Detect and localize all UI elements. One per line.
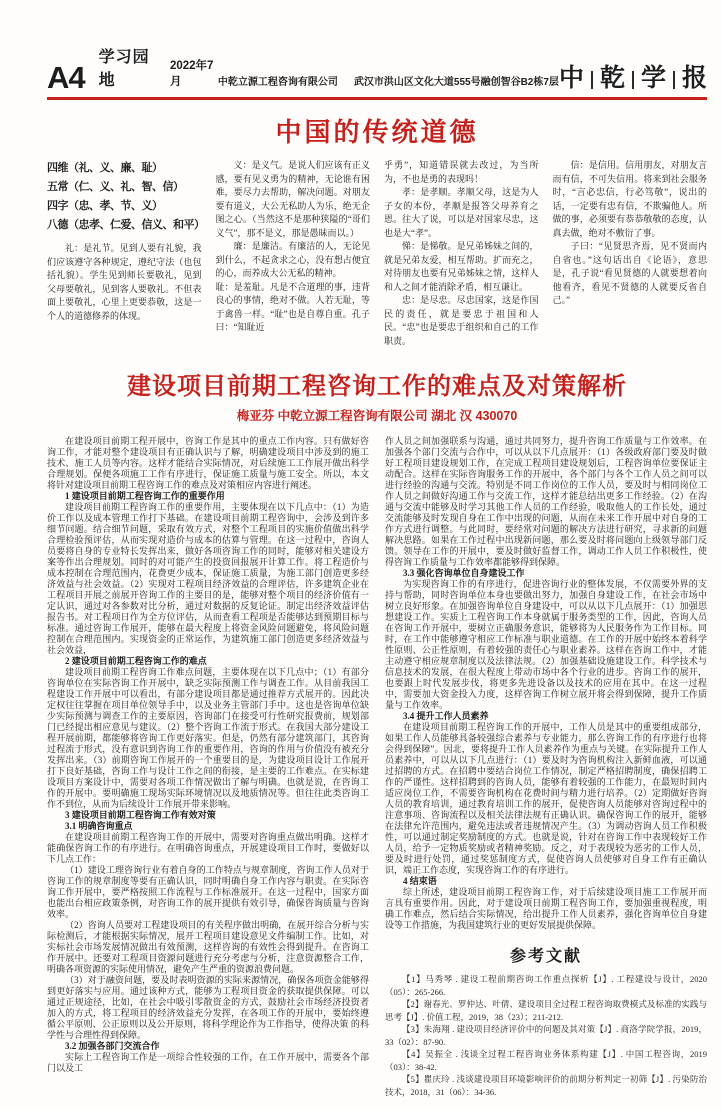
section-heading: 1 建设项目前期工程咨询工作的重要作用 (65, 491, 225, 501)
references-list (385, 973, 707, 1098)
article1-paragraph: 忠：是尽忠。尽忠国家，这是作国民的责任，就是要忠于祖国和人民。“忠”也是要忠于组织和自己的工作职责。 (384, 295, 539, 346)
page-header (47, 0, 707, 96)
body-paragraph: 在建设项目前期工程咨询工作的开展中，工作人员是其中的重要组成部分，如果工作人员能够具备较强综合素养与专业能力，那么咨询工作的有序进行也将会得到保障”。因北，要将提升工作人员素养作为重点与关键。在实际提升工作人员素养中，可以从以下几点进行：（1）要及时为咨询机构注入新鲜血液，可以通过招聘的方式。在招聘中要结合岗位工作情况，制定严格招聘制度，确保招聘工作的严谨性。这样招聘到的咨询人员，能够有着较强的工作能力，在最短时间内适应岗位工作，不需要咨询机构在花费时间与精力进行培养。（2）定期做好咨询人员的教育培训，通过教育培训工作的展开，促使咨询人员能够对咨询过程中的注意事项、咨询流程以及相关法律法规有正确认识。确保咨询工作的展开，能够在法律允许范围内，避免违法或者违规情况产生。（3）为调动咨询人员工作积极性，可以通过制定奖励制度的方式。也就是说，针对在咨询工作中表现较好工作人员，给予一定物质奖励或者精神奖励。反之，对于表现较为恶劣的工作人员，要及时进行处罚，通过奖惩制度方式，促使咨询人员使够对自身工作有正确认识，端正工作态度，实现咨询工作的有序进行。 (385, 722, 707, 875)
section-heading: 3.4 提升工作人员素养 (403, 711, 489, 721)
article1-paragraph: 义：是义气。是说人们应该有正义感，要有见义勇为的精神，无论谁有困难，要尽力去帮助，解决问题。对朋友要有道义，大公无私助人为乐，绝无企图之心。（当然这不是那种狭隘的“哥们义气”，那不是义，那是愚昧而以。） (215, 160, 370, 238)
section-heading: 3.2 加强各部门交流合作 (65, 1041, 160, 1051)
masthead-divider (673, 71, 675, 89)
article2-byline: 梅亚芬 中乾立源工程咨询有限公司 湖北 汉 430070 (236, 409, 518, 423)
body-paragraph: 作人员之间加强联系与沟通，通过共同努力，提升咨询工作质量与工作效率。在加强各个部门交流与合作中，可以从以下几点展开：（1）各级政府部门要及时做好工程项目建设规划工作，在完成工程项目建设规划后，工程咨询单位要保证主动配合。这样在实际咨询服务工作的开展中，各个部门与各个工作人员之间可以进行经验的沟通与交流。特别是不同工作岗位的工作人员，要及时与相同岗位工作人员之间做好沟通工作与交流工作，这样才能总结出更多工作经验。（2）在沟通与交流中能够及时学习其他工作人员的工作经验，吸取他人的工作长处，通过交流能够及时发现自身在工作中出现的问题，从而在未来工作开展中对自身的工作方式进行调整。与此同时，要经常对问题的解决方法进行研究，寻求新的问题解决思路。如果在工作过程中出现新问题，那么要及时将问题向上级领导部门反馈。领导在工作的开展中，要及时做好监督工作，调动工作人员工作积极性，使得咨询工作质量与工作效率都能够得到保障。 (385, 436, 707, 567)
body-paragraph: 实际上工程咨询工作是一项综合性较强的工作，在工作开展中，需要各个部门以及工 (47, 1052, 369, 1073)
section-heading: 3.3 强化咨询单位自身建设工作 (403, 568, 525, 578)
article2-title: 建设项目前期工程咨询工作的难点及对策解析 (127, 373, 627, 400)
article2-right-column (385, 436, 707, 1098)
section-heading: 3.1 明确咨询重点 (65, 821, 133, 831)
virtue-list-line: 八德（忠孝、仁爱、信义、和平） (47, 219, 205, 231)
body-paragraph: 为实现咨询工作的有序进行，促进咨询行业的整体发展，不仅需要外界的支持与帮助，同时咨询单位本身也要做出努力，加强自身建设工作，在社会市场中树立良好形象。在加强咨询单位自身建设中，可以从以下几点展开：（1）加强思想建设工作。实质上工程咨询工作本身就属于服务类型的工作，因此，咨询人员在咨询工作开展中，要树立正确服务意识，能够将为人民服务作为工作目标。同时，在工作中能够遵守相应工作标准与职业道德。在工作的开展中始终本着科学性原则、公正性原则，有着较强的责任心与职业素养。这样在咨询工作中，才能主动遵守相应规章制度以及法律法规。（2）加强基础设施建设工作。科学技术与信息技术的发展，在很大程度上带动市场中各个行业的进步。咨询工作的展开，也要跟上时代发展步伐，将更多先进设备以及技术的应用在其中。在这一过程中，需要加大资金投入力度，这样咨询工作树立展开将会得到保障，提升工作质量与工作效率。 (385, 579, 707, 710)
article1-paragraph: 耻：是羞耻。凡是不合道理的事，违背良心的事情，绝对不做。人若无耻，等于禽兽一样。“耻”也是自尊自重。孔子曰：“知耻近 (215, 281, 370, 332)
reference-item: 【4】吴振全 . 浅谈全过程工程咨询业务体系构建【J】. 中国工程咨询，2019（03）：38-42. (385, 1049, 707, 1072)
reference-item: 【1】马秀琴 . 建设工程前期咨询工作重点探析【J】. 工程建设与设计，2020（05）：265-266. (385, 974, 707, 997)
article-traditional-morality (47, 112, 707, 348)
body-paragraph: 在建设项目前期工程咨询工作的开展中，需要对咨询重点做出明确。这样才能确保咨询工作的有序进行。在明确咨询重点，开展建设项目工作时，要做好以下几点工作： (47, 832, 369, 864)
publisher-info (218, 73, 559, 92)
page-edition: A4 (47, 60, 85, 96)
publisher-address: 武汉市洪山区文化大道555号融创智谷B2栋7层 (353, 77, 559, 88)
header-rule (47, 97, 707, 100)
article1-paragraph: 孝：是孝顺。孝顺父母，这是为人子女的本份，孝顺是报答父母养育之恩。往大了说，可以是对国家尽忠，这也是大“孝”。 (384, 187, 539, 238)
body-paragraph: （2）咨询人员要对工程建设项目的有关程序做出明确，在展开综合分析与实际检测后，才能根据实际情况，展开工程项目建设意见文件编制工作。比如，对实标社会市场发展情况做出有效预测，这样咨询的有效性会得到提升。在咨询工作开展中。还要对工程项目资源问题进行充分考虑与分析，注意资源整合工作，明确各项资源的实际使用情况，避免产生严重的资源浪费问题。 (47, 920, 369, 974)
article1-paragraph: 乎勇”，知道错误就去改过，为当所为，不也是勇的表现吗！ (384, 160, 539, 184)
article1-paragraph: 信：是信用。信用朋友，对朋友言而有信，不可失信用。将来到社会服务时，“言必忠信，行必笃敬”，说出的话，一定要有忠有信，不欺骗他人。所做的事，必须要有恭恭敬敬的态度，认真去做，绝对不敷衍了事。 (552, 160, 707, 238)
virtue-list (47, 159, 205, 235)
article1-paragraph: 廉：是廉洁。有廉洁的人，无论见到什么，不起贪求之心，没有想占便宜的心，而养成大公无私的精神。 (215, 241, 370, 278)
body-paragraph: （1）建设工理咨询行业有着自身的工作特点与规章制度，咨询工作人员对于咨询工作的规章制度等要有正确认识，同时明确自身工作内容与职责。在实际咨询工作开展中，要严格按照工作流程与工作标准展开。在这一过程中，国家方面也能出台相应政策条例，对咨询工作的展开提供有效引导，确保咨询质量与咨询效率。 (47, 865, 369, 919)
article-consulting-analysis (47, 366, 707, 1098)
body-paragraph: 建设项目前期工程咨询工作难点问题，主要体现在以下几点中；（1）有部分咨询单位在实际咨询工作开展中，缺乏实际预测工作与调查工作。从目前我国工程建设工作开展中可以看出，有部分建设项目都是通过推荐方式展开的。因此决定权往往掌握在项目单位领导手中，以及业务主管部门手中。这也是咨询单位缺少实际预测与调查工作的主要原因，咨询部门在接受可行性研究报费前，规划部门已经提出相应意见与建议。（2）整个咨询工作流于形式。在我国大部分建设工程开展前期，都能够将咨询工作更好落实。但是，仍然有部分建筑部门，其咨询过程流于形式，没有意识到咨询工作的重要作用，咨询的作用与价值没有被充分发挥出来。（3）前期咨询工作展开的一个重要目的是，为建设项目设计工作展开打下良好基础，咨询工作与设计工作之间的衔接，是主要的工作难点。在实标建设项目方案设计中，需要对各项工作情况做出了解与明确。也就是说，在咨询工作的开展中。要明确施工现场实际环境情况以及地质情况等。但往往此类咨询工作不到位，从而为后续设计工作展开带来影响。 (47, 667, 369, 809)
body-paragraph: 建设项目前期工程咨询工作的重要作用，主要体现在以下几点中：（1）为造价工作以及成本管理工作打下基础。在建设项目前期工程咨询中，会涉及到许多细节问题。结合细节问题，采取有效方式，对整个工程项目的实施价值做出科学合理检验预评估，从而实现对造价与成本的估算与管理。在这一过程中，咨询人员要将自身的专业特长发挥出来，做好各项咨询工作的同时，能够对相关建设方案等作出合理规划。同时的对可能产生的投资回报展开计算工作。将工程造价与成本控制在合理范围内，花费更少成本，保证施工质量，为施工部门创造更多经济效益与社会效益。（2）实现对工程项目经济效益的合理评估，许多建筑企业在工程项目开展之前展开咨询工作的主要目的是，能够对整个项目的经济价值有一定认识，通过对各参数对比分析，通过对数据的反复论证。制定出经济效益评估报告书。对工程项日作为全方位评估，从而查看工程项是否能够达到预期目标与标准。通过咨询工作展开，能够在最大程度上将资金风险问题避免，将风险问题控制在合理范围内。实现资金的正常运作，为建筑施工部门创造更多经济效益与社会效益， (47, 502, 369, 655)
article1-paragraph: 子曰：“见贤思齐焉，见不贤而内自省也。”这句话出自《论语》，意思是，孔子说“看见贤德的人就要想着向他看齐，看见不贤德的人就要反省自己。” (552, 241, 707, 305)
article1-column-3 (384, 159, 539, 348)
body-paragraph: 在建设项目前期工程开展中，咨询工作是其中的重点工作内容。只有做好咨询工作，才能对整个建设项目有正确认识与了解，明确建设项目中涉及到的施工技术、施工人员等内容。这样才能结合实际情况，对后续施工工作展开做出科学合理规划。保便各项施工工作有序进行，保证施工质量与施工安全。所以，本文将针对建设项目前期工程咨询工作的难点及对策相应内容进行阐述。 (47, 436, 369, 490)
masthead-char: 中 (558, 65, 584, 92)
masthead-divider (591, 71, 593, 89)
masthead-char: 乾 (599, 65, 625, 92)
publisher-name: 中乾立源工程咨询有限公司 (217, 77, 338, 88)
article2-columns (47, 436, 707, 1098)
section-heading: 3 建设项目前期工程咨询工作有效对策 (65, 810, 216, 820)
article1-column-2 (216, 159, 371, 348)
reference-item: 【2】谢春光、罗仲达、叶倩、建设项目全过程工程咨询取费模式及标准的实践与思考【J】. 价值工程，2019，38（23）；211-212. (385, 999, 707, 1022)
article1-paragraph: 悌：是悌敬。是兄弟姊妹之间的，就是兄弟友爱，相互帮助。扩而充之，对待朋友也要有兄弟姊妹之情，这样人和人之间才能消除矛盾，相互谦让。 (384, 241, 539, 292)
virtue-list-line: 四维（礼、义、廉、耻） (47, 162, 163, 174)
body-paragraph: 综上所述，建设项目前期工程咨询工作，对于后续建设项目施工工作展开而言具有重要作用。因此，对于建设项日前期工程咨询工作，要加强重视程度，明确工作难点，然后结合实际情况，给出提升工作人员素养，强化咨询单位自身建设等工作措施，为我国建筑行业的更好发展提供保障。 (385, 887, 707, 930)
article1-column-1-paras (47, 242, 202, 323)
virtue-list-line: 五常（仁、义、礼、智、信） (47, 181, 184, 193)
reference-item: 【5】瞿庆玲 . 浅谈建设项目环境影响评价的前期分析判定一初筛【J】. 污染防治技术，2018，31（06）：34-36. (385, 1074, 707, 1097)
section-heading: 2 建设项目前期工程咨询工作的难点 (65, 656, 207, 666)
virtue-list-line: 四字（忠、孝、节、义） (47, 200, 163, 212)
issue-date: 2022年7月 (169, 60, 214, 88)
reference-item: 【3】朱海翔 . 建设项目经济评价中的问题及其对策【J】. 商洛学院学报，2019，33（02）：87-90. (385, 1024, 707, 1047)
article1-column-1 (47, 159, 205, 348)
article2-right-blocks (385, 436, 707, 931)
masthead-divider (632, 71, 634, 89)
section-heading: 4 结束语 (403, 876, 437, 886)
masthead-char: 学 (640, 65, 666, 92)
article1-column-4 (553, 159, 708, 348)
body-paragraph: （3）对于融资问题，要及时表明资源的实际来源情况，确保各项资金能够得到更好落实与应用。通过该种方式，能够为工程项目资金的获取提供保障。可以通过正规途径，比如，在社会中吸引零散资金的方式，鼓励社会市场经济投资者加入的方式，将工程项目的经济效益充分发挥，在各项工作的开展中，要始终遵循公平原则、公正原则以及公开原则，将科学理论作为工作指导，使得决策 的科学性与合理性得到保障。 (47, 975, 369, 1040)
article1-columns (47, 159, 707, 348)
section-title: 学习园地 (98, 49, 150, 89)
article1-title: 中国的传统道德 (275, 117, 479, 147)
article2-left-column (47, 436, 369, 1098)
masthead-char: 报 (681, 65, 707, 92)
masthead (559, 66, 707, 92)
references-title: 参考文献 (509, 948, 582, 965)
article1-paragraph: 礼：是礼节。见到人要有礼貌，我们应该遵守各种规定，遵纪守法（也包括礼貌）。学生见到师长要敬礼，见到父母要敬礼，见到客人要敬礼。不但表面上要敬礼，心里上更要恭敬，这是一个人的道德修养的体现。 (47, 243, 202, 321)
